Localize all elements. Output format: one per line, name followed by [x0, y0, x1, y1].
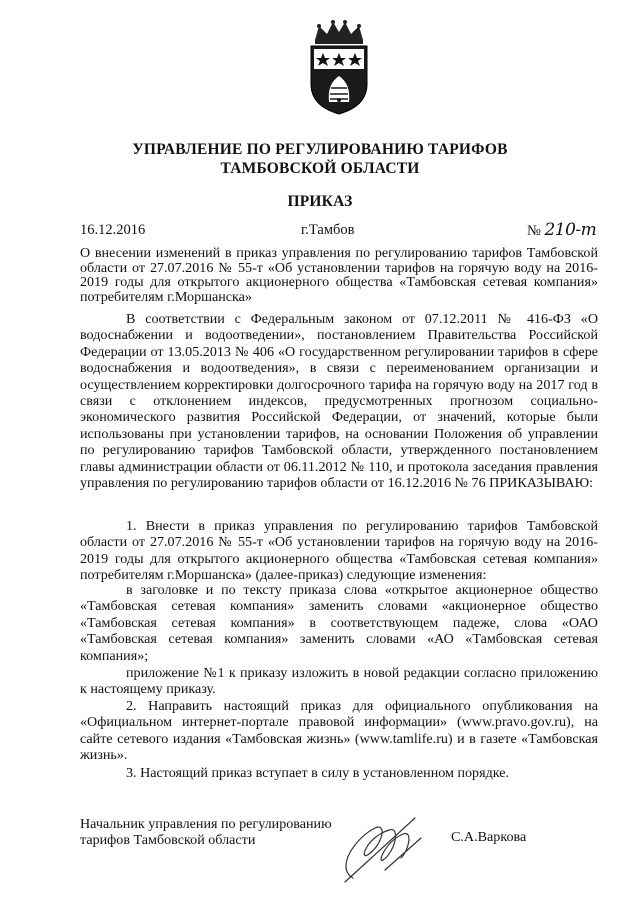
order-subject: О внесении изменений в приказ управления по регулированию тарифов Тамбовской области от 27.07.2016 № 55-т «Об установлении тарифов на горячую воду на 2016-2019 годы для открытого акционерного общества «Тамбовская сетевая компания» потребителям г.Моршанска»	[80, 245, 598, 305]
order-city: г.Тамбов	[301, 222, 355, 238]
signer-position	[80, 816, 332, 848]
item-3-paragraph: 3. Настоящий приказ вступает в силу в установленном порядке.	[126, 765, 510, 781]
order-number-handwritten: 210-т	[544, 220, 597, 240]
item-1-subpoint-1: в заголовке и по тексту приказа слова «открытое акционерное общество «Тамбовская сетевая компания» заменить словами «акционерное общество «Тамбовская сетевая компания» в соответствующем падеже, слова «ОАО «Тамбовская сетевая компания» заменить словами «АО «Тамбовская сетевая компания»;	[80, 582, 598, 664]
preamble-paragraph: В соответствии с Федеральным законом от 07.12.2011 № 416-ФЗ «О водоснабжении и водоотведении», постановлением Правительства Российской Федерации от 13.05.2013 № 406 «О государственном регулировании тарифов в сфере водоснабжения и водоотведения», в связи с переименованием организации и осуществлением корректировки долгосрочного тарифа на горячую воду на 2017 год в связи с отклонением индексов, предусмотренных прогнозом социально-экономического развития Российской Федерации, от значений, которые были использованы при установлении тарифов, на основании Положения об управлении по регулированию тарифов Тамбовской области, утвержденного постановлением главы администрации области от 06.11.2012 № 110, и протокола заседания правления управления по регулированию тарифов области от 16.12.2016 № 76 ПРИКАЗЫВАЮ:	[80, 311, 598, 492]
item-2-paragraph: 2. Направить настоящий приказ для официального опубликования на «Официальном интернет-портале правовой информации» (www.pravo.gov.ru), на сайте сетевого издания «Тамбовская жизнь» (www.tamlife.ru) и в газете «Тамбовская жизнь».	[80, 698, 598, 764]
item-1-subpoint-2: приложение №1 к приказу изложить в новой редакции согласно приложению к настоящему приказу.	[80, 665, 598, 698]
order-date: 16.12.2016	[80, 222, 146, 238]
authority-line-1: УПРАВЛЕНИЕ ПО РЕГУЛИРОВАНИЮ ТАРИФОВ	[132, 141, 508, 158]
handwritten-signature-icon	[325, 808, 445, 883]
signer-name: С.А.Варкова	[451, 829, 527, 845]
authority-line-2: ТАМБОВСКОЙ ОБЛАСТИ	[220, 160, 420, 177]
tambov-coat-of-arms-icon	[305, 18, 373, 116]
order-number	[527, 221, 596, 240]
item-1-paragraph: 1. Внести в приказ управления по регулированию тарифов Тамбовской области от 27.07.2016 № 55-т «Об установлении тарифов на горячую воду на 2016-2019 годы для открытого акционерного общества «Тамбовская сетевая компания» потребителям г.Моршанска» (далее-приказ) следующие изменения:	[80, 518, 598, 584]
order-number-prefix: №	[527, 223, 541, 239]
signer-position-line-1: Начальник управления по регулированию	[80, 816, 332, 832]
signer-position-line-2: тарифов Тамбовской области	[80, 832, 256, 848]
document-type: ПРИКАЗ	[287, 193, 353, 210]
